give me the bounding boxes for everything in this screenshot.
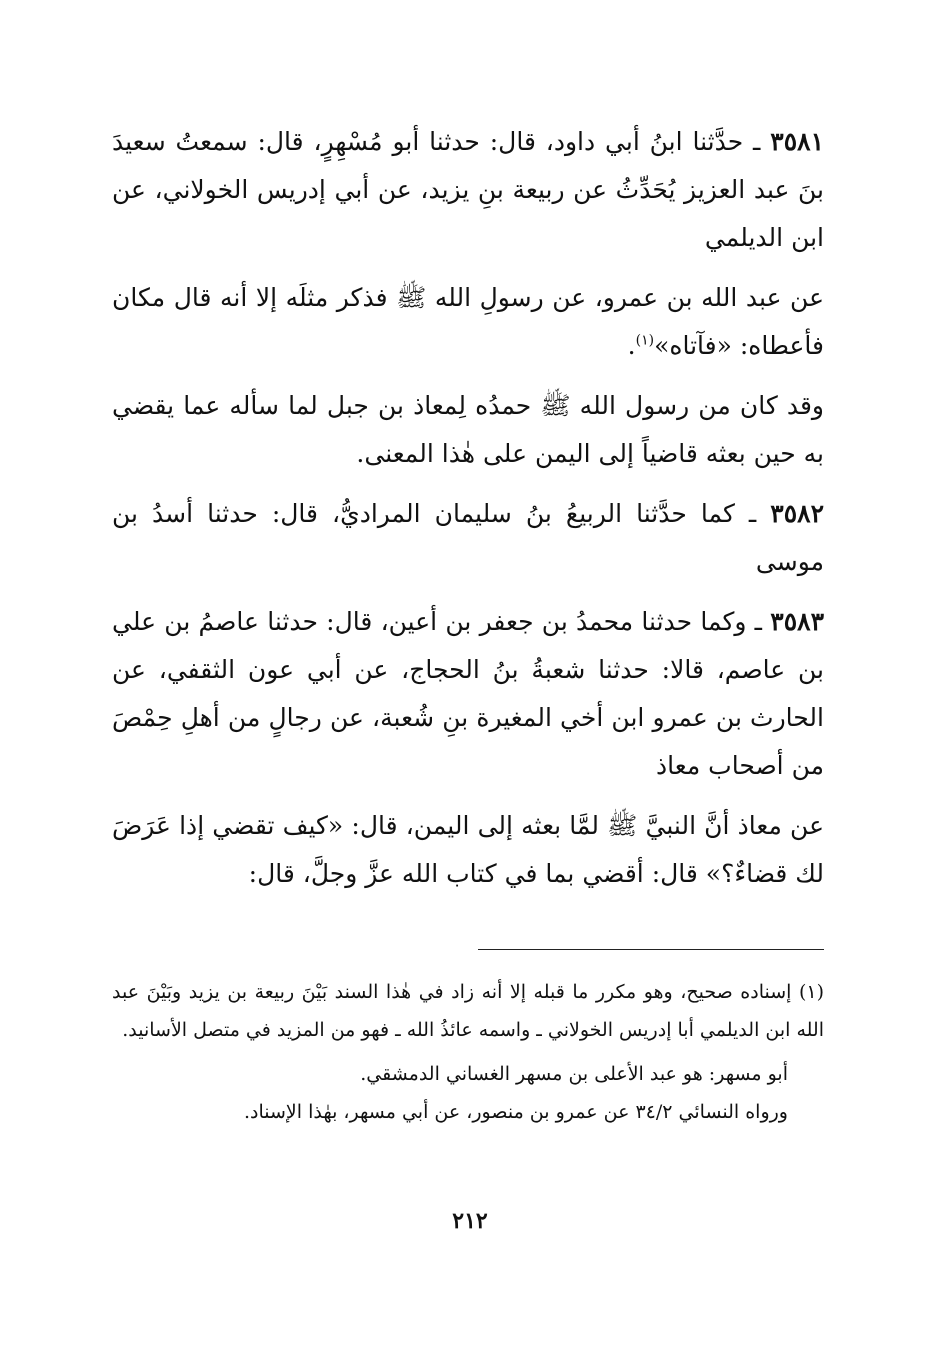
paragraph-text: ـ كما حدَّثنا الربيعُ بنُ سليمان المراديُّ، قال: حدثنا أسدُ بن موسى: [112, 499, 824, 576]
main-text: [112, 118, 824, 898]
hadith-number: ٣٥٨٣: [770, 607, 824, 636]
footnote-note: ورواه النسائي ٣٤/٢ عن عمرو بن منصور، عن أبي مسهر، بهٰذا الإسناد.: [243, 1101, 788, 1123]
footnote-ref: (١): [635, 332, 655, 349]
paragraph-end: .: [627, 331, 636, 360]
paragraph-commentary: [112, 382, 824, 478]
footnote-1: (١) إسناده صحيح، وهو مكرر ما قبله إلا أنه زاد في هٰذا السند بَيْنَ ربيعة بن يزيد وبَيْنَ عبد الله ابن الديلمي أبا إدريس الخولاني ـ واسمه عائذُ الله ـ فهو من المزيد في متصل الأسانيد.: [112, 981, 824, 1041]
footnotes: [112, 973, 824, 1131]
paragraph-3583: [112, 598, 824, 790]
paragraph-3581: [112, 118, 824, 262]
paragraph-3582: [112, 490, 824, 586]
paragraph-text: ـ حدَّثنا ابنُ أبي داود، قال: حدثنا أبو مُسْهِرٍ، قال: سمعتُ سعيدَ بنَ عبد العزيز يُحَدِّثُ عن ربيعة بنِ يزيد، عن أبي إدريس الخولاني، عن ابن الديلمي: [112, 127, 824, 252]
paragraph-text: عن معاذ أنَّ النبيَّ ﷺ لمَّا بعثه إلى اليمن، قال: «كيف تقضي إذا عَرَضَ لك قضاءٌ؟» قال: أقضي بما في كتاب الله عزَّ وجلَّ، قال:: [112, 811, 824, 888]
paragraph-text: وقد كان من رسول الله ﷺ حمدُه لِمعاذ بن جبل لما سأله عما يقضي به حين بعثه قاضياً إلى اليمن على هٰذا المعنى.: [112, 391, 824, 468]
paragraph-text: ـ وكما حدثنا محمدُ بن جعفر بن أعين، قال: حدثنا عاصمُ بن علي بن عاصم، قالا: حدثنا شعبةُ بنُ الحجاج، عن أبي عون الثقفي، عن الحارث بن عمرو ابن أخي المغيرة بنِ شُعبة، عن رجالٍ من أهلِ حِمْصَ من أصحاب معاذ: [112, 607, 824, 780]
hadith-number: ٣٥٨١: [770, 127, 824, 156]
footnote-divider: [478, 949, 824, 950]
paragraph-continuation: [112, 274, 824, 370]
paragraph-matn: [112, 802, 824, 898]
paragraph-text: عن عبد الله بن عمرو، عن رسولِ الله ﷺ فذكر مثلَه إلا أنه قال مكان فأعطاه: «فآتاه»: [112, 283, 824, 360]
hadith-number: ٣٥٨٢: [770, 499, 824, 528]
footnote-note: أبو مسهر: هو عبد الأعلى بن مسهر الغساني الدمشقي.: [360, 1063, 788, 1085]
page-number: ٢١٢: [452, 1208, 488, 1234]
